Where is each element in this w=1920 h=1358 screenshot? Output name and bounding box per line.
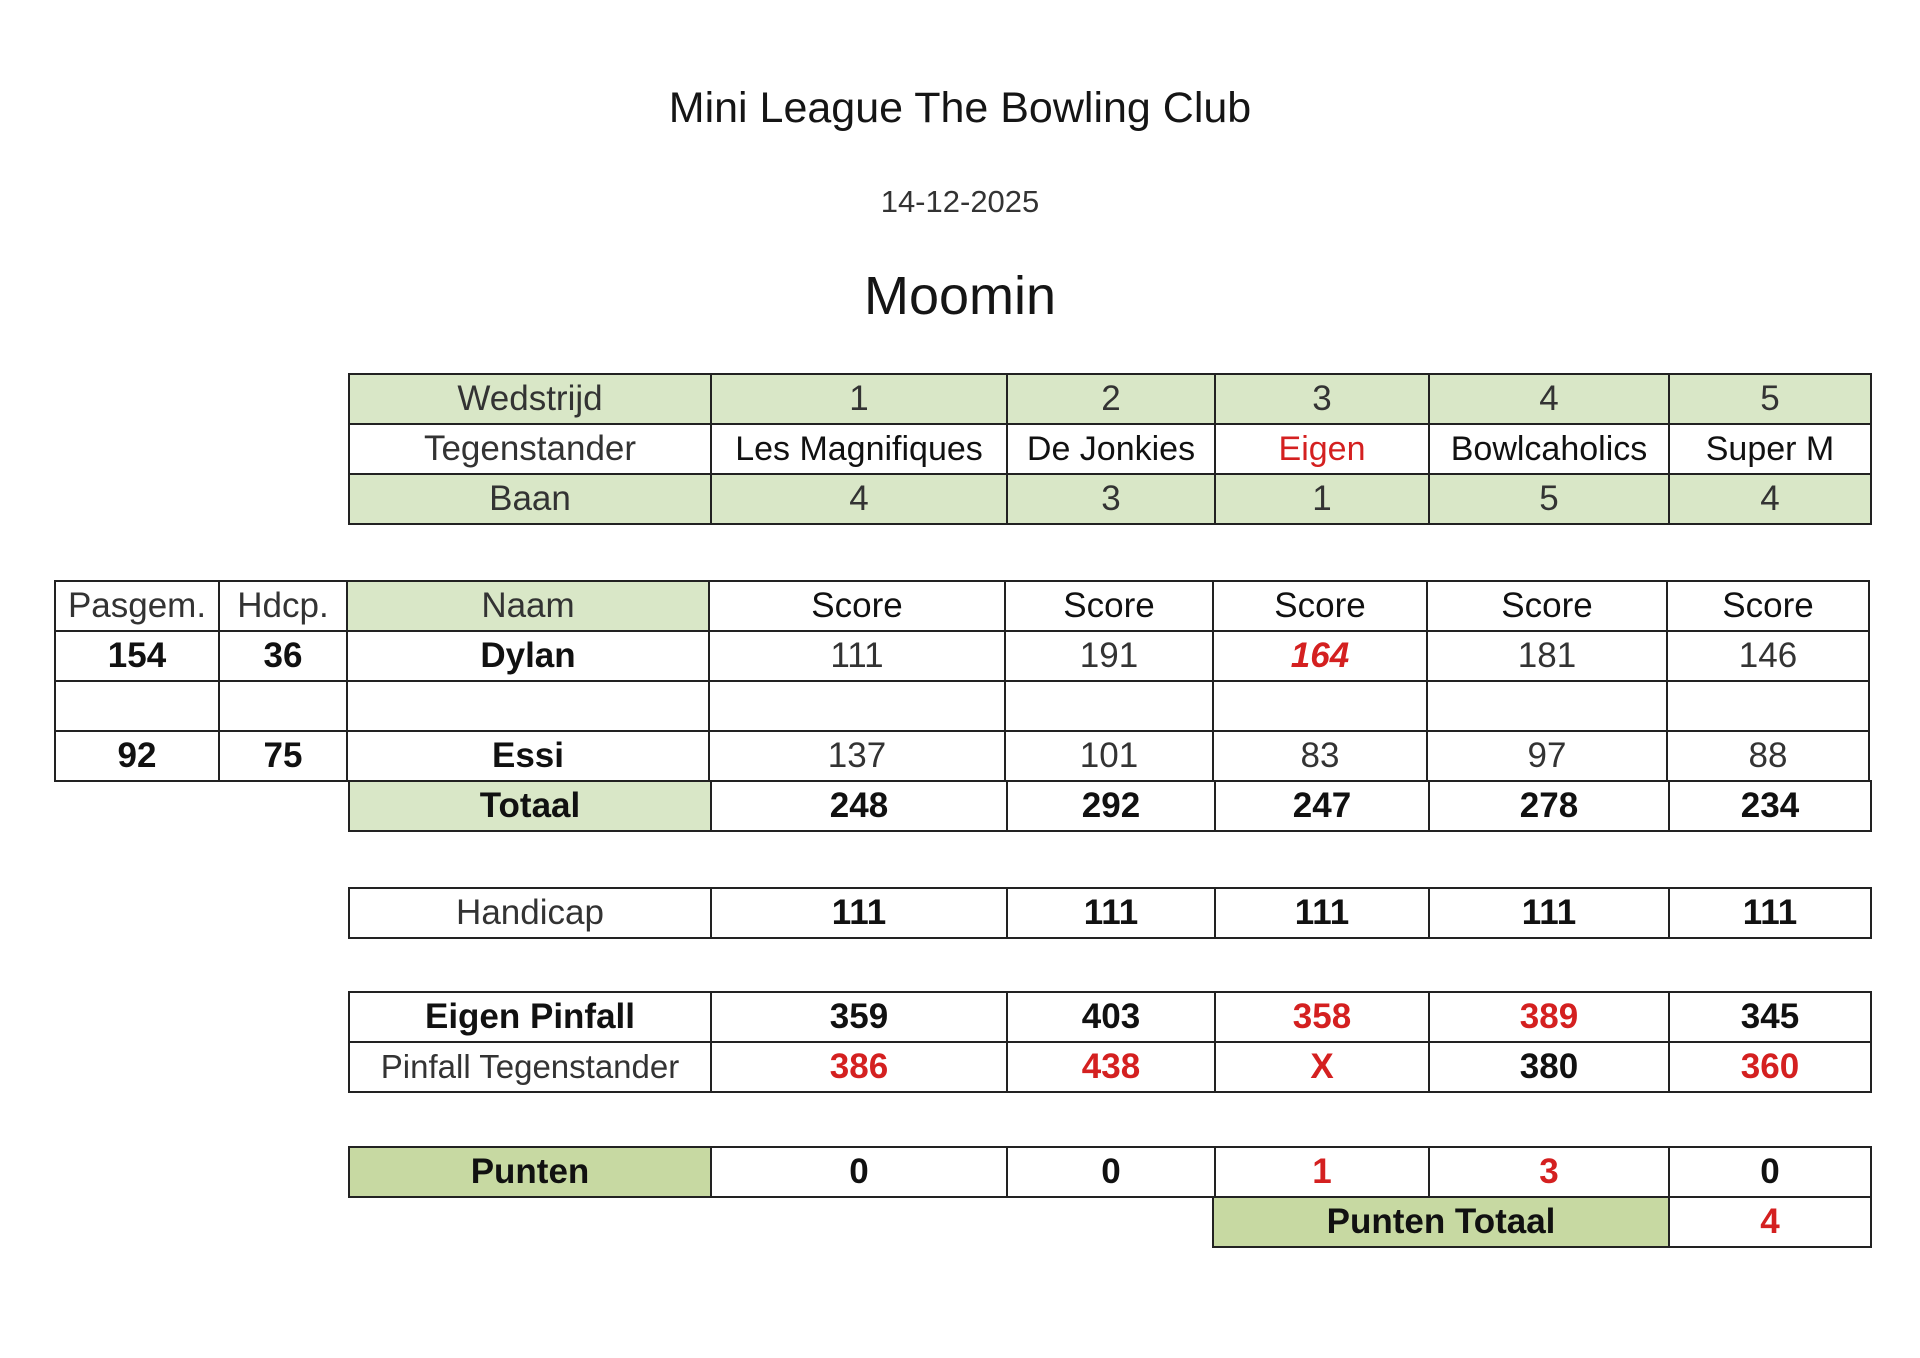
wedstrijd-5: 5: [1668, 373, 1872, 425]
tegenstander-5: Super M: [1668, 423, 1872, 475]
player-row: [56, 632, 1870, 682]
tegenstander-4: Bowlcaholics: [1428, 423, 1670, 475]
tegenstander-1: Les Magnifiques: [710, 423, 1008, 475]
player-score-1: [708, 680, 1006, 732]
player-score-4: [1426, 680, 1668, 732]
player-score-4: 181: [1426, 630, 1668, 682]
punten-row: [350, 1148, 1872, 1198]
player-score-2: [1004, 680, 1214, 732]
player-hdcp: 75: [218, 730, 348, 782]
tegen-pinfall-3: X: [1214, 1041, 1430, 1093]
player-hdcp: 36: [218, 630, 348, 682]
player-score-2: 101: [1004, 730, 1214, 782]
handicap-5: 111: [1668, 887, 1872, 939]
score-header-1: Score: [708, 580, 1006, 632]
player-score-2: 191: [1004, 630, 1214, 682]
player-pasgem: [54, 680, 220, 732]
score-header-4: Score: [1426, 580, 1668, 632]
player-naam: [346, 680, 710, 732]
punten-2: 0: [1006, 1146, 1216, 1198]
player-score-1: 111: [708, 630, 1006, 682]
punten-totaal-value: 4: [1668, 1196, 1872, 1248]
score-header-3: Score: [1212, 580, 1428, 632]
eigen-pinfall-3: 358: [1214, 991, 1430, 1043]
baan-label: Baan: [348, 473, 712, 525]
eigen-pinfall-label: Eigen Pinfall: [348, 991, 712, 1043]
hdcp-header: Hdcp.: [218, 580, 348, 632]
totaal-5: 234: [1668, 780, 1872, 832]
wedstrijd-3: 3: [1214, 373, 1430, 425]
totaal-2: 292: [1006, 780, 1216, 832]
totaal-1: 248: [710, 780, 1008, 832]
tegenstander-2: De Jonkies: [1006, 423, 1216, 475]
player-score-3: [1212, 680, 1428, 732]
tegen-pinfall-label: Pinfall Tegenstander: [348, 1041, 712, 1093]
baan-3: 1: [1214, 473, 1430, 525]
eigen-pinfall-5: 345: [1668, 991, 1872, 1043]
player-score-3: 164: [1212, 630, 1428, 682]
eigen-pinfall-4: 389: [1428, 991, 1670, 1043]
player-naam: Essi: [346, 730, 710, 782]
baan-1: 4: [710, 473, 1008, 525]
punten-label: Punten: [348, 1146, 712, 1198]
wedstrijd-1: 1: [710, 373, 1008, 425]
handicap-1: 111: [710, 887, 1008, 939]
punten-4: 3: [1428, 1146, 1670, 1198]
player-score-3: 83: [1212, 730, 1428, 782]
baan-2: 3: [1006, 473, 1216, 525]
score-header-5: Score: [1666, 580, 1870, 632]
totaal-3: 247: [1214, 780, 1430, 832]
player-score-5: 88: [1666, 730, 1870, 782]
tegen-pinfall-row: [350, 1043, 1872, 1093]
eigen-pinfall-1: 359: [710, 991, 1008, 1043]
baan-5: 4: [1668, 473, 1872, 525]
tegenstander-row: [350, 425, 1872, 475]
team-name: Moomin: [863, 266, 1057, 326]
player-score-1: 137: [708, 730, 1006, 782]
player-naam: Dylan: [346, 630, 710, 682]
player-score-4: 97: [1426, 730, 1668, 782]
player-pasgem: 92: [54, 730, 220, 782]
score-header-2: Score: [1004, 580, 1214, 632]
player-row: [56, 732, 1870, 782]
match-date: 14-12-2025: [880, 184, 1040, 219]
player-score-5: 146: [1666, 630, 1870, 682]
wedstrijd-2: 2: [1006, 373, 1216, 425]
totaal-4: 278: [1428, 780, 1670, 832]
tegen-pinfall-4: 380: [1428, 1041, 1670, 1093]
player-hdcp: [218, 680, 348, 732]
punten-totaal-label: Punten Totaal: [1212, 1196, 1670, 1248]
baan-4: 5: [1428, 473, 1670, 525]
punten-totaal-row: [1214, 1198, 1872, 1248]
totaal-label: Totaal: [348, 780, 712, 832]
handicap-2: 111: [1006, 887, 1216, 939]
tegen-pinfall-1: 386: [710, 1041, 1008, 1093]
wedstrijd-label: Wedstrijd: [348, 373, 712, 425]
tegenstander-label: Tegenstander: [348, 423, 712, 475]
wedstrijd-4: 4: [1428, 373, 1670, 425]
page-title: Mini League The Bowling Club: [668, 84, 1252, 132]
handicap-4: 111: [1428, 887, 1670, 939]
player-score-5: [1666, 680, 1870, 732]
pasgem-header: Pasgem.: [54, 580, 220, 632]
handicap-3: 111: [1214, 887, 1430, 939]
handicap-label: Handicap: [348, 887, 712, 939]
punten-3: 1: [1214, 1146, 1430, 1198]
wedstrijd-row: [350, 375, 1872, 425]
totaal-row: [350, 782, 1872, 832]
tegen-pinfall-2: 438: [1006, 1041, 1216, 1093]
punten-5: 0: [1668, 1146, 1872, 1198]
scores-header-row: [56, 582, 1870, 632]
tegenstander-3: Eigen: [1214, 423, 1430, 475]
eigen-pinfall-row: [350, 993, 1872, 1043]
baan-row: [350, 475, 1872, 525]
tegen-pinfall-5: 360: [1668, 1041, 1872, 1093]
player-pasgem: 154: [54, 630, 220, 682]
naam-header: Naam: [346, 580, 710, 632]
player-row: [56, 682, 1870, 732]
handicap-row: [350, 889, 1872, 939]
punten-1: 0: [710, 1146, 1008, 1198]
eigen-pinfall-2: 403: [1006, 991, 1216, 1043]
